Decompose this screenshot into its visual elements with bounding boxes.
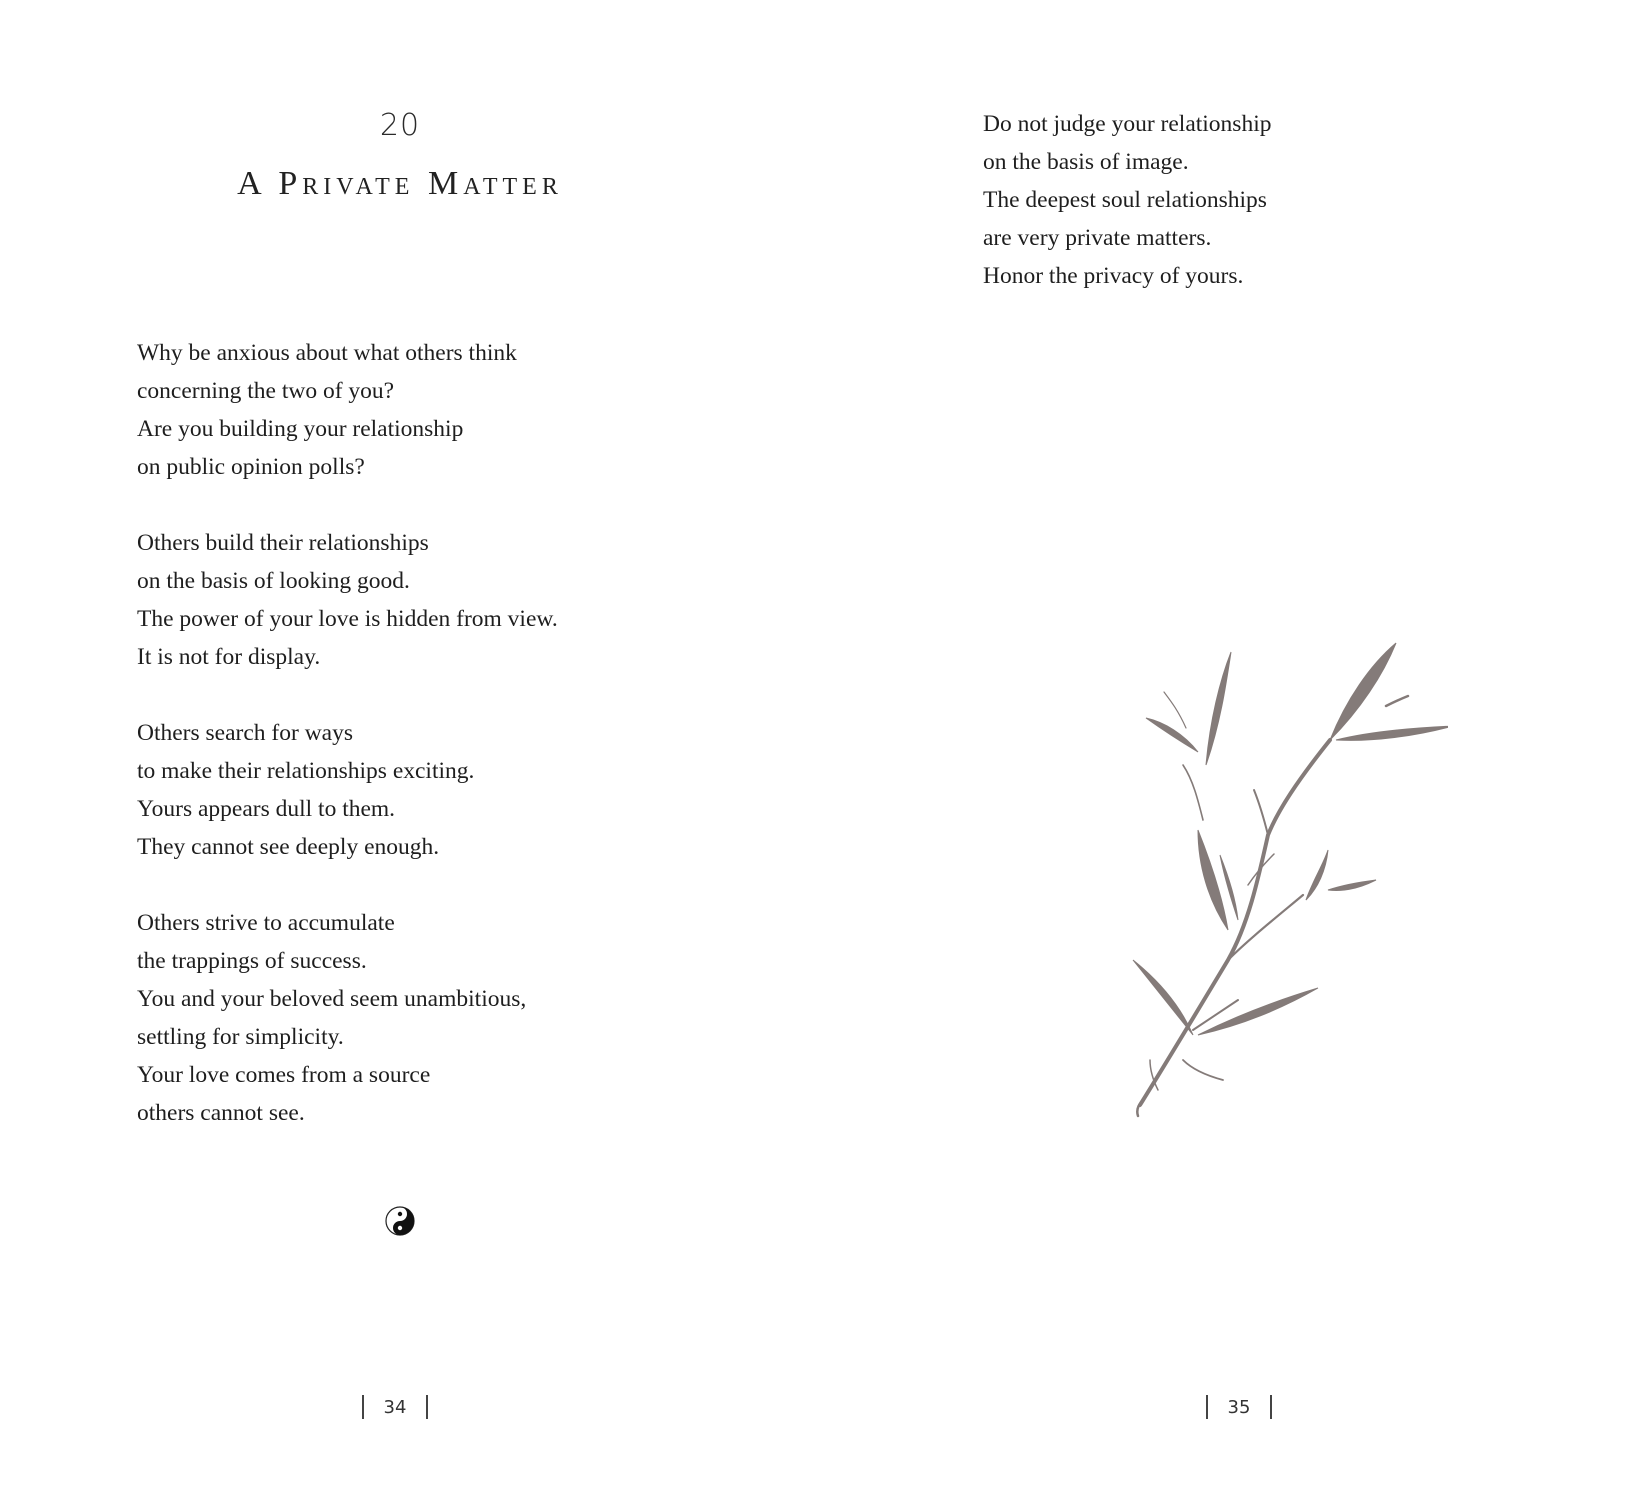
poem-line: concerning the two of you?	[137, 378, 395, 404]
stanza	[137, 524, 558, 676]
poem-line: It is not for display.	[137, 644, 321, 670]
stanza	[983, 105, 1271, 295]
stanza	[137, 904, 558, 1132]
poem-line: You and your beloved seem unambitious,	[137, 986, 527, 1012]
poem-line: The deepest soul relationships	[983, 187, 1267, 213]
page-number: 34	[383, 1396, 407, 1418]
poem-line: are very private matters.	[983, 225, 1212, 251]
poem-line: Your love comes from a source	[137, 1062, 431, 1088]
stanza	[137, 714, 558, 866]
page-number-left	[362, 1395, 428, 1419]
poem-line: Why be anxious about what others think	[137, 340, 517, 366]
page-number: 35	[1227, 1396, 1251, 1418]
page-number-right	[1206, 1395, 1272, 1419]
poem-line: Others search for ways	[137, 720, 353, 746]
poem-line: on the basis of image.	[983, 149, 1189, 175]
poem-line: others cannot see.	[137, 1100, 305, 1126]
poem-line: settling for simplicity.	[137, 1024, 344, 1050]
poem-left	[137, 334, 558, 1132]
poem-line: The power of your love is hidden from view.	[137, 606, 558, 632]
chapter-title: A Private Matter	[237, 165, 563, 202]
poem-line: Yours appears dull to them.	[137, 796, 396, 822]
right-page	[818, 0, 1636, 1500]
poem-line: Others build their relationships	[137, 530, 429, 556]
poem-line: They cannot see deeply enough.	[137, 834, 440, 860]
poem-line: the trappings of success.	[137, 948, 367, 974]
folio-divider	[362, 1395, 364, 1419]
yin-yang-icon	[384, 1205, 416, 1237]
folio-divider	[1206, 1395, 1208, 1419]
poem-line: Honor the privacy of yours.	[983, 263, 1244, 289]
folio-divider	[1270, 1395, 1272, 1419]
poem-line: Do not judge your relationship	[983, 111, 1272, 137]
poem-line: to make their relationships exciting.	[137, 758, 475, 784]
bamboo-illustration	[1098, 640, 1448, 1120]
chapter-number: 20	[379, 108, 421, 143]
folio-divider	[426, 1395, 428, 1419]
poem-line: Others strive to accumulate	[137, 910, 395, 936]
stanza	[137, 334, 558, 486]
poem-right	[983, 105, 1271, 295]
poem-line: on the basis of looking good.	[137, 568, 410, 594]
poem-line: Are you building your relationship	[137, 416, 464, 442]
poem-line: on public opinion polls?	[137, 454, 365, 480]
